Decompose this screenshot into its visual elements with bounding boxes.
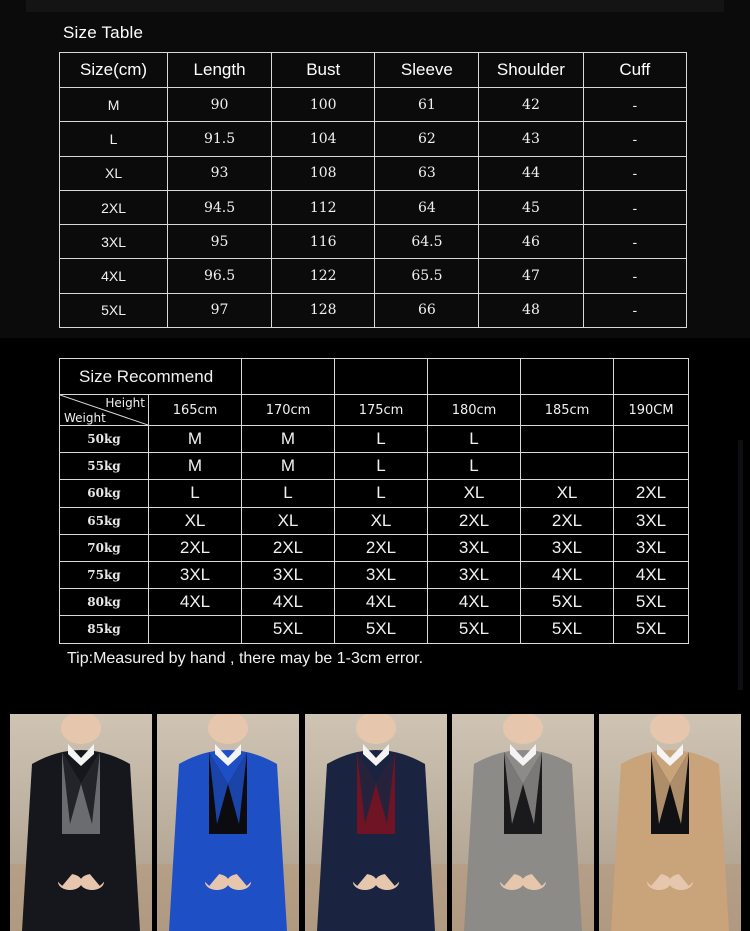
side-edge-bar [738,440,743,690]
corner-height-label: Height [105,396,145,410]
size-table-row [60,88,687,122]
size-label-cell: 5XL [60,293,168,327]
recommended-size-cell: 2XL [614,480,689,507]
height-165-header: 165cm [149,395,242,426]
measurement-cell: - [583,225,686,259]
recommended-size-cell: XL [242,507,335,534]
recommended-size-cell: 3XL [614,534,689,561]
weight-row [60,561,689,588]
measurement-cell: - [583,88,686,122]
recommended-size-cell: 2XL [242,534,335,561]
weight-label-cell: 50kg [60,426,149,453]
height-185-header: 185cm [521,395,614,426]
recommended-size-cell: 2XL [521,507,614,534]
recommended-size-cell: L [428,453,521,480]
recommended-size-cell: 2XL [428,507,521,534]
recommended-size-cell [614,453,689,480]
measurement-cell: 42 [479,88,583,122]
measurement-cell: 97 [168,293,272,327]
recommend-title-row [60,359,689,395]
recommended-size-cell: XL [428,480,521,507]
size-table-header-row [60,53,687,88]
measurement-tip: Tip:Measured by hand , there may be 1-3cm error. [67,650,424,667]
bust-header-cell: Bust [271,53,374,88]
measurement-cell: 112 [271,190,374,224]
recommended-size-cell: 3XL [521,534,614,561]
weight-label-cell: 60kg [60,480,149,507]
navy-coat-photo [305,714,447,931]
recommended-size-cell: M [242,426,335,453]
measurement-cell: 108 [271,156,374,190]
recommended-size-cell: 4XL [242,589,335,616]
recommended-size-cell: M [242,453,335,480]
weight-label-cell: 85kg [60,616,149,643]
recommended-size-cell: 3XL [428,534,521,561]
size-table-row [60,122,687,156]
recommended-size-cell: 2XL [335,534,428,561]
measurement-cell: 96.5 [168,259,272,293]
size-table-row [60,293,687,327]
top-strip [26,0,724,12]
recommended-size-cell: 5XL [614,589,689,616]
measurement-cell: 63 [375,156,479,190]
height-header-row [60,395,689,426]
weight-row [60,453,689,480]
measurement-cell: 46 [479,225,583,259]
recommended-size-cell: 5XL [521,589,614,616]
recommended-size-cell: 4XL [335,589,428,616]
height-190-header: 190CM [614,395,689,426]
recommended-size-cell: 4XL [614,561,689,588]
recommended-size-cell [614,426,689,453]
measurement-cell: 45 [479,190,583,224]
size-table-row [60,225,687,259]
weight-row [60,480,689,507]
recommended-size-cell [521,426,614,453]
recommended-size-cell: L [335,426,428,453]
size-recommend-table [59,358,689,644]
measurement-cell: 48 [479,293,583,327]
recommended-size-cell: M [149,453,242,480]
size-table [59,52,687,328]
measurement-cell: 44 [479,156,583,190]
blue-coat-photo [157,714,299,931]
weight-row [60,426,689,453]
measurement-cell: 94.5 [168,190,272,224]
size-table-row [60,190,687,224]
size-label-cell: 2XL [60,190,168,224]
weight-label-cell: 75kg [60,561,149,588]
height-weight-corner [60,395,149,426]
measurement-cell: 64 [375,190,479,224]
size-label-cell: XL [60,156,168,190]
measurement-cell: 95 [168,225,272,259]
measurement-cell: 61 [375,88,479,122]
recommended-size-cell: XL [149,507,242,534]
empty-header-cell [428,359,521,395]
empty-header-cell [521,359,614,395]
weight-label-cell: 65kg [60,507,149,534]
recommended-size-cell: 3XL [335,561,428,588]
recommended-size-cell: 3XL [149,561,242,588]
measurement-cell: 62 [375,122,479,156]
measurement-cell: - [583,259,686,293]
recommended-size-cell: XL [521,480,614,507]
measurement-cell: 122 [271,259,374,293]
recommended-size-cell: 3XL [242,561,335,588]
weight-row [60,589,689,616]
gray-coat-photo [452,714,594,931]
camel-coat-photo [599,714,741,931]
size-table-row [60,259,687,293]
recommended-size-cell [149,616,242,643]
weight-label-cell: 70kg [60,534,149,561]
height-170-header: 170cm [242,395,335,426]
size-label-cell: M [60,88,168,122]
recommended-size-cell: 5XL [521,616,614,643]
length-header-cell: Length [168,53,272,88]
recommended-size-cell: 5XL [335,616,428,643]
size-label-cell: 3XL [60,225,168,259]
recommended-size-cell: 5XL [428,616,521,643]
measurement-cell: 66 [375,293,479,327]
measurement-cell: - [583,156,686,190]
measurement-cell: - [583,190,686,224]
measurement-cell: 64.5 [375,225,479,259]
measurement-cell: 47 [479,259,583,293]
weight-row [60,534,689,561]
recommended-size-cell: 3XL [428,561,521,588]
weight-row [60,616,689,643]
empty-header-cell [242,359,335,395]
shoulder-header-cell: Shoulder [479,53,583,88]
measurement-cell: - [583,122,686,156]
weight-label-cell: 80kg [60,589,149,616]
recommended-size-cell: 5XL [242,616,335,643]
recommended-size-cell: M [149,426,242,453]
height-180-header: 180cm [428,395,521,426]
size-label-cell: 4XL [60,259,168,293]
black-coat-photo [10,714,152,931]
measurement-cell: 93 [168,156,272,190]
recommended-size-cell: L [149,480,242,507]
empty-header-cell [335,359,428,395]
size-table-row [60,156,687,190]
weight-label-cell: 55kg [60,453,149,480]
empty-header-cell [614,359,689,395]
sleeve-header-cell: Sleeve [375,53,479,88]
recommended-size-cell [521,453,614,480]
recommended-size-cell: L [242,480,335,507]
cuff-header-cell: Cuff [583,53,686,88]
recommended-size-cell: 3XL [614,507,689,534]
size-header-cell: Size(cm) [60,53,168,88]
measurement-cell: 128 [271,293,374,327]
recommended-size-cell: 2XL [149,534,242,561]
recommended-size-cell: L [335,453,428,480]
size-table-title: Size Table [63,23,144,42]
recommended-size-cell: L [335,480,428,507]
recommended-size-cell: L [428,426,521,453]
measurement-cell: 65.5 [375,259,479,293]
recommended-size-cell: 4XL [428,589,521,616]
size-label-cell: L [60,122,168,156]
measurement-cell: - [583,293,686,327]
recommended-size-cell: XL [335,507,428,534]
weight-row [60,507,689,534]
measurement-cell: 91.5 [168,122,272,156]
height-175-header: 175cm [335,395,428,426]
recommended-size-cell: 4XL [149,589,242,616]
measurement-cell: 116 [271,225,374,259]
recommended-size-cell: 4XL [521,561,614,588]
measurement-cell: 104 [271,122,374,156]
recommended-size-cell: 5XL [614,616,689,643]
measurement-cell: 43 [479,122,583,156]
measurement-cell: 100 [271,88,374,122]
recommend-title: Size Recommend [60,359,242,395]
measurement-cell: 90 [168,88,272,122]
corner-weight-label: Weight [64,411,106,425]
product-photo-strip [0,714,750,931]
